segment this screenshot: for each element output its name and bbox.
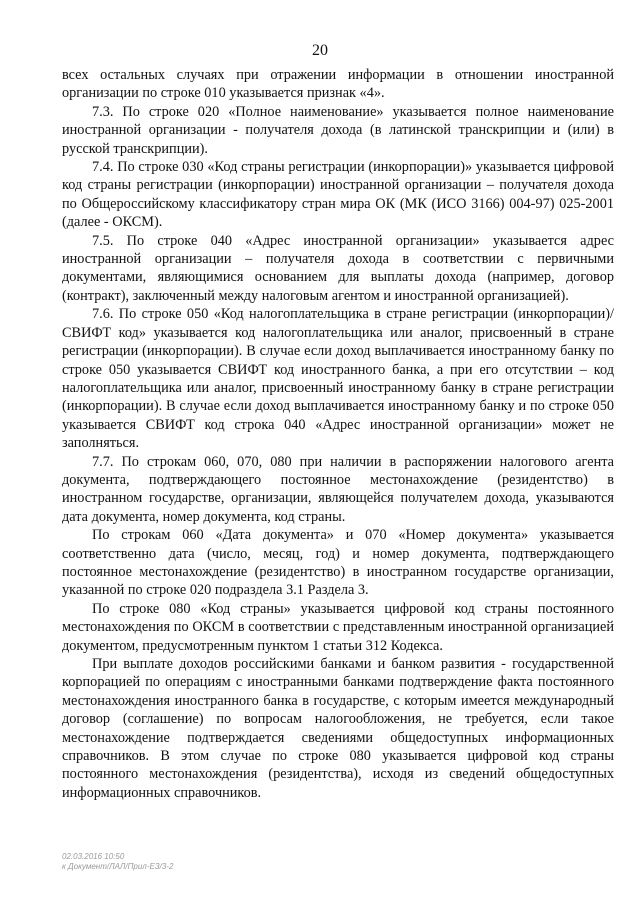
- paragraph-line-080: По строке 080 «Код страны» указывается цифровой код страны постоянного местонахождения по ОКСМ в соответствии с представленным иностранной организацией документом, предусмотренным пунктом 1 статьи 312 Кодекса.: [62, 600, 614, 654]
- document-body: [62, 66, 614, 802]
- paragraph-7-3: 7.3. По строке 020 «Полное наименование» указывается полное наименование иностранной организации - получателя дохода (в латинской транскрипции и (или) в русской транскрипции).: [62, 103, 614, 157]
- page-number: 20: [312, 42, 328, 59]
- paragraph-7-7: 7.7. По строкам 060, 070, 080 при наличии в распоряжении налогового агента документа, подтверждающего постоянное местонахождение (резидентство) в иностранном государстве, организации, являющейся получателем дохода, указываются дата документа, номер документа, код страны.: [62, 453, 614, 525]
- paragraph-7-6: 7.6. По строке 050 «Код налогоплательщика в стране регистрации (инкорпорации)/СВИФТ код» указывается код налогоплательщика или аналог, присвоенный в стране регистрации (инкорпорации). В случае если доход выплачивается иностранному банку по строке 050 указывается СВИФТ код иностранного банка, а при его отсутствии – код налогоплательщика или аналог, присвоенный иностранному банку в стране регистрации (инкорпорации). В случае если доход выплачивается иностранному банку и по строке 050 указывается СВИФТ код строка 040 «Адрес иностранной организации» может не заполняться.: [62, 306, 614, 452]
- paragraph-russian-banks: При выплате доходов российскими банками и банком развития - государственной корпорацией по операциям с иностранными банками подтверждение факта постоянного местонахождения иностранного банка в государстве, с которым имеется международный договор (соглашение) по вопросам налогообложения, не требуется, если такое местонахождение подтверждается сведениями общедоступных информационных справочников. В этом случае по строке 080 указывается цифровой код страны постоянного местонахождения (резидентства), исходя из сведений общедоступных информационных справочников.: [62, 656, 614, 801]
- paragraph-7-4: 7.4. По строке 030 «Код страны регистрации (инкорпорации)» указывается цифровой код страны регистрации (инкорпорации) иностранной организации – получателя дохода по Общероссийскому классификатору стран мира ОК (МК (ИСО 3166) 004-97) 025-2001 (далее - ОКСМ).: [62, 159, 614, 231]
- document-footer-stamp: [62, 852, 173, 872]
- paragraph-7-5: 7.5. По строке 040 «Адрес иностранной организации» указывается адрес иностранной организации – получателя дохода в соответствии с первичными документами, являющимися основанием для выплаты дохода (например, договор (контракт), заключенный между налоговым агентом и иностранной организацией).: [62, 232, 614, 304]
- footer-timestamp: 02.03.2016 10:50: [62, 852, 125, 861]
- paragraph-continuation: всех остальных случаях при отражении информации в отношении иностранной организации по строке 010 указывается признак «4».: [62, 67, 614, 102]
- paragraph-lines-060-070: По строкам 060 «Дата документа» и 070 «Номер документа» указывается соответственно дата (число, месяц, год) и номер документа, подтверждающего постоянное местонахождение (резидентство) в иностранном государстве организации, указанной по строке 020 подраздела 3.1 Раздела 3.: [62, 527, 614, 599]
- footer-file-path: к Документ/ЛАЛ/Прил-ЕЗ/3-2: [62, 862, 174, 871]
